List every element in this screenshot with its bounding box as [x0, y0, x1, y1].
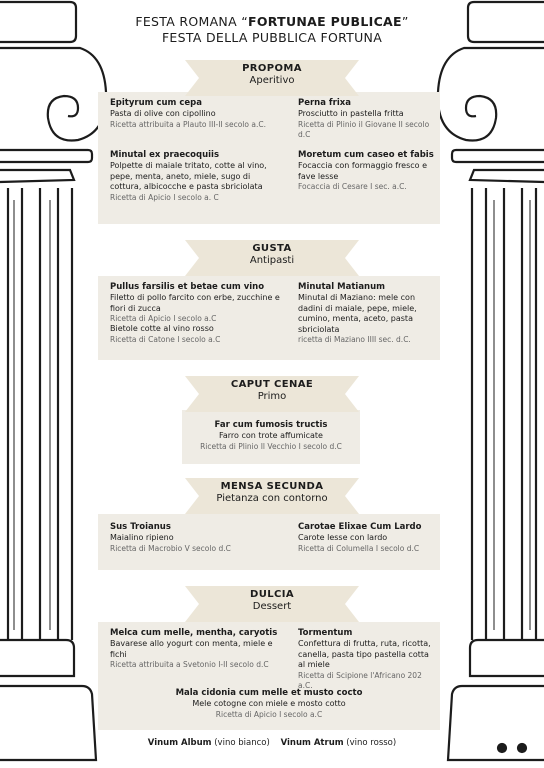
- section-title: GUSTA: [252, 243, 292, 254]
- menu-item: [110, 98, 270, 130]
- dish-name: Minutal ex praecoquiis: [110, 150, 220, 160]
- dish-description: Carote lesse con lardo: [298, 533, 388, 542]
- menu-item: [298, 150, 436, 192]
- dish-name: Carotae Elixae Cum Lardo: [298, 522, 422, 532]
- dish-name: Minutal Matianum: [298, 282, 386, 292]
- menu-item: [298, 628, 438, 691]
- dish-name: Moretum cum caseo et fabis: [298, 150, 434, 160]
- section-banner-gusta: [185, 240, 359, 276]
- dish-name: Far cum fumosis tructis: [214, 420, 328, 430]
- right-column-illustration: [432, 0, 544, 768]
- section-panel-gusta: [98, 276, 440, 360]
- dish-source: Ricetta di Plinio il Giovane II secolo d.C: [298, 119, 430, 139]
- section-panel-mensa-secunda: [98, 514, 440, 570]
- menu-item: [110, 282, 280, 345]
- section-subtitle: Primo: [257, 391, 287, 402]
- dish-source: Ricetta di Apicio I secolo a.C: [110, 314, 217, 323]
- menu-item: [110, 628, 282, 670]
- section-subtitle: Dessert: [252, 601, 292, 612]
- menu-item: [298, 98, 438, 140]
- dish-name: Melca cum melle, mentha, caryotis: [110, 628, 278, 638]
- section-banner-propoma: [185, 60, 359, 96]
- dish-source: Ricetta di Apicio I secolo a.C: [215, 709, 323, 719]
- menu-item: [298, 522, 438, 554]
- dish-description: Maialino ripieno: [110, 533, 174, 542]
- dish-description: Farro con trote affumicate: [219, 431, 323, 440]
- dish-description: Bavarese allo yogurt con menta, miele e fichi: [110, 639, 273, 659]
- dish-name: Epityrum cum cepa: [110, 98, 202, 108]
- section-panel-caput-cenae: [182, 410, 360, 464]
- section-banner-mensa-secunda: [185, 478, 359, 514]
- section-banner-dulcia: [185, 586, 359, 622]
- dish-source: Ricetta attribuita a Svetonio I-II secolo d.C: [110, 660, 269, 669]
- menu-item: [98, 688, 440, 720]
- section-subtitle: Pietanza con contorno: [216, 493, 328, 504]
- menu-header: [0, 14, 544, 45]
- left-column-illustration: [0, 0, 112, 768]
- dish-name: Pullus farsilis et betae cum vino: [110, 282, 265, 292]
- dish-source: Ricetta attribuita a Plauto III-II secolo a.C.: [110, 119, 266, 129]
- wine-red-name: Vinum Atrum: [280, 738, 344, 748]
- header-title: FESTA ROMANA “FORTUNAE PUBLICAE”: [135, 14, 409, 29]
- dish-description: Minutal di Maziano: mele con dadini di maiale, pepe, miele, cumino, menta, aceto, pasta sbriciolata: [298, 293, 417, 334]
- dish-description: Filetto di pollo farcito con erbe, zucchine e fiori di zucca: [110, 293, 280, 313]
- menu-item: [110, 522, 280, 554]
- dish-description: Confettura di frutta, ruta, ricotta, canella, pasta tipo pastella cotta al miele: [298, 639, 431, 669]
- dish-source: Ricetta di Macrobio V secolo d.C: [110, 543, 231, 553]
- dish-description: Pasta di olive con cipollino: [110, 109, 216, 118]
- section-subtitle: Antipasti: [249, 255, 295, 266]
- section-title: PROPOMA: [242, 63, 302, 74]
- section-title: MENSA SECUNDA: [220, 481, 324, 492]
- dish-source: Focaccia di Cesare I sec. a.C.: [298, 182, 407, 191]
- dish-name: Sus Troianus: [110, 522, 171, 532]
- dish-description: Mele cotogne con miele e mosto cotto: [192, 699, 346, 708]
- dish-description: Focaccia con formaggio fresco e fave lesse: [298, 161, 428, 181]
- dish-name: Mala cidonia cum melle et musto cocto: [175, 688, 363, 698]
- dish-description: Bietole cotte al vino rosso: [110, 324, 214, 333]
- menu-item: [182, 420, 360, 452]
- dish-source: Ricetta di Scipione l'Africano 202 a.C.: [298, 670, 422, 690]
- header-subtitle: FESTA DELLA PUBBLICA FORTUNA: [161, 30, 383, 45]
- dish-description: Prosciutto in pastella fritta: [298, 109, 404, 118]
- dish-source: Ricetta di Apicio I secolo a. C: [110, 192, 219, 202]
- menu-item: [298, 282, 434, 345]
- dish-source: Ricetta di Plinio Il Vecchio I secolo d.C: [200, 441, 342, 451]
- dish-source: Ricetta di Columella I secolo d.C: [298, 543, 420, 553]
- section-title: CAPUT CENAE: [230, 379, 314, 390]
- wine-white-name: Vinum Album: [147, 738, 212, 748]
- dish-name: Tormentum: [298, 628, 353, 638]
- dish-source: ricetta di Maziano IIII sec. d.C.: [298, 335, 411, 344]
- section-banner-caput-cenae: [185, 376, 359, 412]
- section-panel-propoma: [98, 92, 440, 224]
- wine-red-note: (vino rosso): [343, 738, 397, 748]
- dish-description: Polpette di maiale tritato, cotte al vino, pepe, menta, aneto, miele, sugo di cottura, albicocche e pasta sbriciolata: [110, 161, 267, 191]
- wine-white-note: (vino bianco): [211, 738, 270, 748]
- dish-source: Ricetta di Catone I secolo a.C: [110, 334, 221, 344]
- dish-name: Perna frixa: [298, 98, 351, 108]
- section-title: DULCIA: [250, 589, 294, 600]
- menu-item: [110, 150, 280, 203]
- section-panel-dulcia: [98, 622, 440, 730]
- wine-list: [0, 738, 544, 748]
- section-subtitle: Aperitivo: [249, 75, 295, 86]
